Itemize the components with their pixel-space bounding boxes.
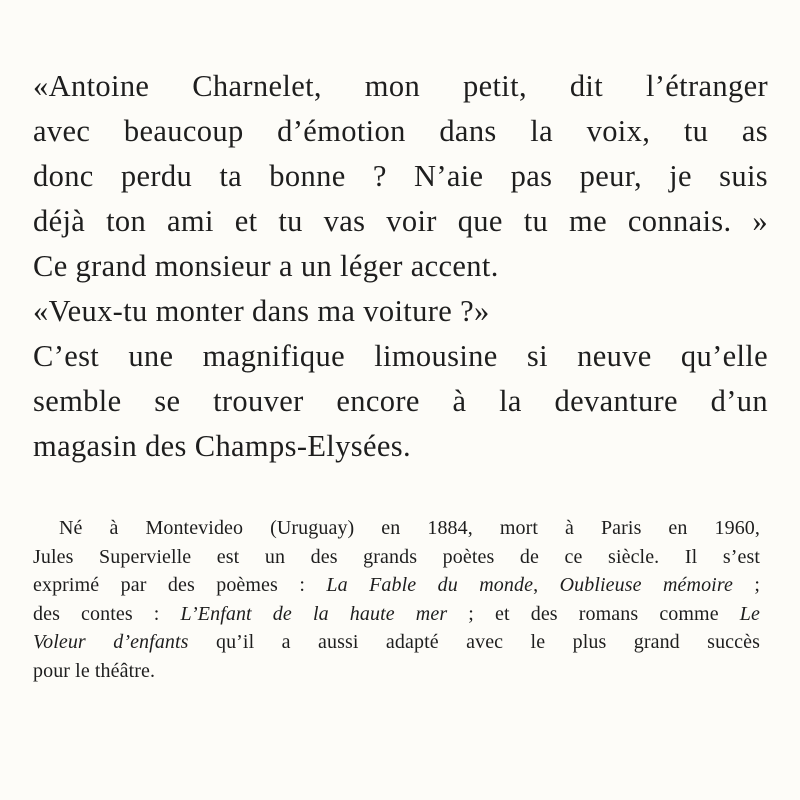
bio-line: pour le théâtre. — [33, 659, 156, 682]
bio-text: ; et des romans comme — [447, 602, 740, 625]
bio-line — [33, 571, 760, 600]
work-title: La Fable du monde — [326, 574, 534, 596]
excerpt-line: déjà ton ami et tu vas voir que tu me connais. » — [33, 204, 768, 238]
work-title: Le — [739, 602, 760, 625]
work-title: L’Enfant de la haute mer — [180, 602, 448, 625]
excerpt-line: donc perdu ta bonne ? N’aie pas peur, je suis — [33, 159, 768, 193]
bio-text: , — [533, 574, 560, 596]
bio-line: Jules Supervielle est un des grands poètes de ce siècle. Il s’est — [33, 545, 760, 568]
work-title: Voleur d’enfants — [33, 631, 189, 653]
author-biography — [33, 514, 763, 685]
bio-line — [33, 600, 760, 629]
excerpt-line: «Antoine Charnelet, mon petit, dit l’étranger — [33, 69, 768, 103]
excerpt-line: C’est une magnifique limousine si neuve qu’elle — [33, 339, 768, 373]
excerpt-line: semble se trouver encore à la devanture d’un — [33, 384, 768, 418]
bio-text: des contes : — [33, 602, 181, 625]
bio-text: ; — [732, 574, 761, 596]
excerpt-line: «Veux-tu monter dans ma voiture ?» — [33, 294, 490, 328]
excerpt-line: avec beaucoup d’émotion dans la voix, tu as — [33, 114, 768, 148]
bio-text: exprimé par des poèmes : — [33, 574, 327, 596]
excerpt-line: Ce grand monsieur a un léger accent. — [33, 249, 499, 283]
bio-text: qu’il a aussi adapté avec le plus grand succès — [188, 631, 760, 653]
excerpt-line: magasin des Champs-Elysées. — [33, 429, 411, 463]
bio-line: Né à Montevideo (Uruguay) en 1884, mort à Paris en 1960, — [59, 517, 760, 539]
bio-line — [33, 628, 760, 657]
novel-excerpt — [33, 64, 773, 469]
work-title: Oublieuse mémoire — [559, 574, 733, 596]
